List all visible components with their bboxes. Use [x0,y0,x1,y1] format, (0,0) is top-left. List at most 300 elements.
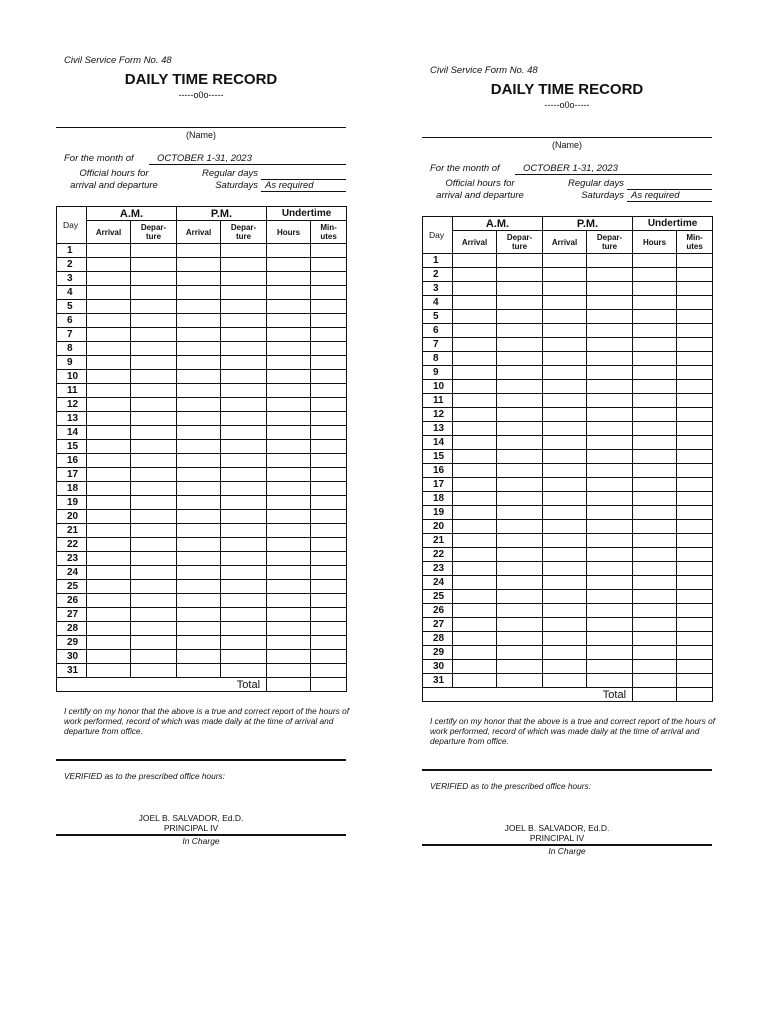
pm-arrival-cell[interactable] [543,646,587,660]
pm-departure-cell[interactable] [221,482,267,496]
total-minutes-cell[interactable] [677,688,713,702]
pm-arrival-cell[interactable] [543,534,587,548]
am-departure-cell[interactable] [497,282,543,296]
am-departure-cell[interactable] [131,454,177,468]
am-departure-cell[interactable] [497,338,543,352]
am-departure-cell[interactable] [131,272,177,286]
pm-departure-cell[interactable] [221,426,267,440]
pm-departure-cell[interactable] [587,268,633,282]
am-arrival-cell[interactable] [453,520,497,534]
am-arrival-cell[interactable] [453,296,497,310]
undertime-minutes-cell[interactable] [677,604,713,618]
undertime-minutes-cell[interactable] [311,482,347,496]
am-arrival-cell[interactable] [453,268,497,282]
am-arrival-cell[interactable] [87,622,131,636]
pm-departure-cell[interactable] [221,286,267,300]
pm-arrival-cell[interactable] [177,244,221,258]
pm-arrival-cell[interactable] [543,366,587,380]
pm-arrival-cell[interactable] [177,342,221,356]
am-departure-cell[interactable] [497,366,543,380]
pm-departure-cell[interactable] [587,464,633,478]
am-departure-cell[interactable] [131,580,177,594]
am-arrival-cell[interactable] [87,552,131,566]
pm-departure-cell[interactable] [221,328,267,342]
am-departure-cell[interactable] [497,632,543,646]
undertime-minutes-cell[interactable] [311,356,347,370]
pm-arrival-cell[interactable] [543,576,587,590]
am-departure-cell[interactable] [131,314,177,328]
am-arrival-cell[interactable] [453,394,497,408]
am-departure-cell[interactable] [497,436,543,450]
undertime-minutes-cell[interactable] [311,622,347,636]
pm-arrival-cell[interactable] [177,636,221,650]
undertime-hours-cell[interactable] [267,300,311,314]
undertime-minutes-cell[interactable] [677,296,713,310]
pm-arrival-cell[interactable] [543,352,587,366]
am-departure-cell[interactable] [497,660,543,674]
undertime-hours-cell[interactable] [633,506,677,520]
pm-departure-cell[interactable] [587,506,633,520]
pm-departure-cell[interactable] [587,478,633,492]
am-arrival-cell[interactable] [453,366,497,380]
am-arrival-cell[interactable] [87,454,131,468]
pm-arrival-cell[interactable] [177,510,221,524]
undertime-minutes-cell[interactable] [311,580,347,594]
pm-departure-cell[interactable] [221,552,267,566]
pm-arrival-cell[interactable] [177,468,221,482]
undertime-hours-cell[interactable] [633,478,677,492]
pm-arrival-cell[interactable] [543,268,587,282]
pm-departure-cell[interactable] [221,608,267,622]
pm-arrival-cell[interactable] [177,300,221,314]
am-arrival-cell[interactable] [453,422,497,436]
undertime-minutes-cell[interactable] [677,548,713,562]
undertime-hours-cell[interactable] [267,496,311,510]
pm-arrival-cell[interactable] [543,520,587,534]
undertime-minutes-cell[interactable] [311,552,347,566]
am-departure-cell[interactable] [497,464,543,478]
pm-departure-cell[interactable] [221,244,267,258]
pm-departure-cell[interactable] [587,492,633,506]
undertime-minutes-cell[interactable] [677,506,713,520]
pm-arrival-cell[interactable] [177,454,221,468]
undertime-minutes-cell[interactable] [677,520,713,534]
undertime-minutes-cell[interactable] [311,664,347,678]
pm-departure-cell[interactable] [221,440,267,454]
pm-arrival-cell[interactable] [543,548,587,562]
am-arrival-cell[interactable] [87,440,131,454]
am-departure-cell[interactable] [497,268,543,282]
undertime-hours-cell[interactable] [267,384,311,398]
undertime-minutes-cell[interactable] [311,384,347,398]
undertime-hours-cell[interactable] [267,552,311,566]
undertime-minutes-cell[interactable] [677,632,713,646]
pm-departure-cell[interactable] [587,282,633,296]
undertime-hours-cell[interactable] [267,342,311,356]
pm-arrival-cell[interactable] [543,282,587,296]
undertime-minutes-cell[interactable] [677,422,713,436]
undertime-hours-cell[interactable] [633,394,677,408]
undertime-hours-cell[interactable] [267,482,311,496]
am-arrival-cell[interactable] [453,380,497,394]
am-arrival-cell[interactable] [87,328,131,342]
undertime-minutes-cell[interactable] [311,566,347,580]
am-departure-cell[interactable] [131,468,177,482]
pm-arrival-cell[interactable] [543,324,587,338]
am-arrival-cell[interactable] [453,254,497,268]
undertime-hours-cell[interactable] [267,314,311,328]
am-arrival-cell[interactable] [87,566,131,580]
am-departure-cell[interactable] [497,506,543,520]
pm-departure-cell[interactable] [221,664,267,678]
undertime-minutes-cell[interactable] [311,650,347,664]
name-field-line[interactable] [422,137,712,138]
undertime-hours-cell[interactable] [633,324,677,338]
am-arrival-cell[interactable] [453,548,497,562]
pm-arrival-cell[interactable] [177,622,221,636]
pm-departure-cell[interactable] [221,314,267,328]
pm-departure-cell[interactable] [587,548,633,562]
am-arrival-cell[interactable] [453,506,497,520]
am-departure-cell[interactable] [131,286,177,300]
undertime-minutes-cell[interactable] [677,338,713,352]
am-arrival-cell[interactable] [453,436,497,450]
pm-departure-cell[interactable] [221,398,267,412]
undertime-minutes-cell[interactable] [311,286,347,300]
undertime-hours-cell[interactable] [633,296,677,310]
undertime-hours-cell[interactable] [267,468,311,482]
undertime-hours-cell[interactable] [633,548,677,562]
pm-arrival-cell[interactable] [543,254,587,268]
am-arrival-cell[interactable] [87,412,131,426]
am-arrival-cell[interactable] [453,604,497,618]
pm-arrival-cell[interactable] [177,552,221,566]
am-departure-cell[interactable] [131,398,177,412]
pm-departure-cell[interactable] [221,272,267,286]
undertime-minutes-cell[interactable] [677,660,713,674]
pm-arrival-cell[interactable] [177,608,221,622]
pm-arrival-cell[interactable] [543,408,587,422]
am-departure-cell[interactable] [497,450,543,464]
undertime-minutes-cell[interactable] [311,608,347,622]
undertime-minutes-cell[interactable] [677,576,713,590]
am-departure-cell[interactable] [497,492,543,506]
am-arrival-cell[interactable] [453,324,497,338]
am-arrival-cell[interactable] [453,660,497,674]
undertime-minutes-cell[interactable] [677,366,713,380]
am-departure-cell[interactable] [497,394,543,408]
undertime-hours-cell[interactable] [633,520,677,534]
undertime-minutes-cell[interactable] [677,492,713,506]
pm-arrival-cell[interactable] [177,356,221,370]
pm-arrival-cell[interactable] [543,296,587,310]
undertime-minutes-cell[interactable] [311,594,347,608]
undertime-minutes-cell[interactable] [311,314,347,328]
am-arrival-cell[interactable] [87,650,131,664]
undertime-hours-cell[interactable] [633,366,677,380]
pm-departure-cell[interactable] [221,622,267,636]
pm-arrival-cell[interactable] [543,338,587,352]
am-arrival-cell[interactable] [453,632,497,646]
am-departure-cell[interactable] [497,520,543,534]
undertime-hours-cell[interactable] [633,674,677,688]
undertime-hours-cell[interactable] [633,632,677,646]
undertime-minutes-cell[interactable] [677,562,713,576]
am-departure-cell[interactable] [131,412,177,426]
am-departure-cell[interactable] [131,356,177,370]
pm-departure-cell[interactable] [587,632,633,646]
am-arrival-cell[interactable] [453,310,497,324]
undertime-hours-cell[interactable] [633,282,677,296]
undertime-minutes-cell[interactable] [311,398,347,412]
am-arrival-cell[interactable] [453,478,497,492]
undertime-hours-cell[interactable] [267,454,311,468]
pm-departure-cell[interactable] [587,422,633,436]
am-departure-cell[interactable] [131,482,177,496]
undertime-hours-cell[interactable] [267,272,311,286]
am-arrival-cell[interactable] [87,664,131,678]
pm-arrival-cell[interactable] [177,524,221,538]
undertime-minutes-cell[interactable] [311,538,347,552]
undertime-minutes-cell[interactable] [677,394,713,408]
undertime-minutes-cell[interactable] [677,310,713,324]
pm-arrival-cell[interactable] [543,478,587,492]
pm-arrival-cell[interactable] [543,632,587,646]
am-arrival-cell[interactable] [87,510,131,524]
am-departure-cell[interactable] [497,296,543,310]
pm-arrival-cell[interactable] [543,506,587,520]
am-departure-cell[interactable] [497,548,543,562]
am-departure-cell[interactable] [497,576,543,590]
am-departure-cell[interactable] [131,608,177,622]
pm-arrival-cell[interactable] [177,650,221,664]
name-field-line[interactable] [56,127,346,128]
pm-departure-cell[interactable] [587,366,633,380]
pm-departure-cell[interactable] [587,590,633,604]
undertime-hours-cell[interactable] [267,426,311,440]
am-arrival-cell[interactable] [453,352,497,366]
am-arrival-cell[interactable] [453,590,497,604]
pm-arrival-cell[interactable] [543,618,587,632]
undertime-minutes-cell[interactable] [677,450,713,464]
undertime-minutes-cell[interactable] [677,674,713,688]
am-arrival-cell[interactable] [87,370,131,384]
am-arrival-cell[interactable] [453,576,497,590]
am-departure-cell[interactable] [497,618,543,632]
undertime-minutes-cell[interactable] [677,646,713,660]
pm-departure-cell[interactable] [221,356,267,370]
am-arrival-cell[interactable] [87,538,131,552]
undertime-minutes-cell[interactable] [311,524,347,538]
am-departure-cell[interactable] [131,636,177,650]
pm-departure-cell[interactable] [587,254,633,268]
undertime-hours-cell[interactable] [267,356,311,370]
am-arrival-cell[interactable] [453,618,497,632]
pm-departure-cell[interactable] [587,394,633,408]
undertime-hours-cell[interactable] [633,576,677,590]
pm-arrival-cell[interactable] [543,590,587,604]
pm-arrival-cell[interactable] [543,380,587,394]
total-hours-cell[interactable] [633,688,677,702]
pm-departure-cell[interactable] [587,604,633,618]
pm-departure-cell[interactable] [221,566,267,580]
undertime-hours-cell[interactable] [267,258,311,272]
pm-arrival-cell[interactable] [177,412,221,426]
pm-arrival-cell[interactable] [543,310,587,324]
undertime-hours-cell[interactable] [633,660,677,674]
pm-departure-cell[interactable] [587,450,633,464]
undertime-minutes-cell[interactable] [677,352,713,366]
pm-departure-cell[interactable] [587,618,633,632]
pm-departure-cell[interactable] [221,496,267,510]
undertime-hours-cell[interactable] [633,618,677,632]
pm-arrival-cell[interactable] [543,464,587,478]
pm-departure-cell[interactable] [587,674,633,688]
pm-departure-cell[interactable] [587,520,633,534]
am-arrival-cell[interactable] [87,524,131,538]
am-arrival-cell[interactable] [453,492,497,506]
am-departure-cell[interactable] [497,604,543,618]
pm-departure-cell[interactable] [587,562,633,576]
pm-departure-cell[interactable] [587,660,633,674]
am-departure-cell[interactable] [131,538,177,552]
pm-departure-cell[interactable] [221,650,267,664]
am-departure-cell[interactable] [131,342,177,356]
undertime-hours-cell[interactable] [267,566,311,580]
am-departure-cell[interactable] [497,478,543,492]
undertime-hours-cell[interactable] [267,510,311,524]
undertime-hours-cell[interactable] [267,622,311,636]
undertime-minutes-cell[interactable] [311,412,347,426]
pm-departure-cell[interactable] [221,412,267,426]
undertime-minutes-cell[interactable] [311,636,347,650]
undertime-minutes-cell[interactable] [311,426,347,440]
am-departure-cell[interactable] [497,534,543,548]
am-departure-cell[interactable] [497,674,543,688]
am-arrival-cell[interactable] [453,450,497,464]
am-arrival-cell[interactable] [87,636,131,650]
pm-arrival-cell[interactable] [177,440,221,454]
undertime-hours-cell[interactable] [267,538,311,552]
undertime-minutes-cell[interactable] [677,408,713,422]
undertime-minutes-cell[interactable] [311,342,347,356]
pm-arrival-cell[interactable] [543,394,587,408]
undertime-minutes-cell[interactable] [677,534,713,548]
pm-departure-cell[interactable] [587,534,633,548]
undertime-hours-cell[interactable] [633,338,677,352]
pm-arrival-cell[interactable] [543,422,587,436]
undertime-minutes-cell[interactable] [677,478,713,492]
undertime-minutes-cell[interactable] [311,300,347,314]
pm-arrival-cell[interactable] [543,562,587,576]
am-arrival-cell[interactable] [87,384,131,398]
undertime-minutes-cell[interactable] [677,324,713,338]
pm-arrival-cell[interactable] [177,482,221,496]
undertime-minutes-cell[interactable] [677,590,713,604]
pm-departure-cell[interactable] [221,538,267,552]
undertime-hours-cell[interactable] [633,604,677,618]
undertime-minutes-cell[interactable] [311,468,347,482]
pm-arrival-cell[interactable] [177,426,221,440]
am-arrival-cell[interactable] [453,338,497,352]
undertime-hours-cell[interactable] [633,254,677,268]
undertime-minutes-cell[interactable] [311,328,347,342]
undertime-minutes-cell[interactable] [677,268,713,282]
am-departure-cell[interactable] [131,566,177,580]
undertime-minutes-cell[interactable] [311,440,347,454]
am-arrival-cell[interactable] [87,258,131,272]
undertime-hours-cell[interactable] [633,464,677,478]
am-departure-cell[interactable] [131,258,177,272]
undertime-minutes-cell[interactable] [677,282,713,296]
pm-arrival-cell[interactable] [177,398,221,412]
pm-departure-cell[interactable] [221,468,267,482]
am-departure-cell[interactable] [497,324,543,338]
am-arrival-cell[interactable] [87,426,131,440]
undertime-minutes-cell[interactable] [677,464,713,478]
am-departure-cell[interactable] [497,380,543,394]
undertime-hours-cell[interactable] [267,594,311,608]
pm-departure-cell[interactable] [221,510,267,524]
am-departure-cell[interactable] [131,664,177,678]
undertime-hours-cell[interactable] [633,562,677,576]
am-arrival-cell[interactable] [87,300,131,314]
am-arrival-cell[interactable] [453,562,497,576]
am-arrival-cell[interactable] [87,580,131,594]
pm-departure-cell[interactable] [587,408,633,422]
pm-departure-cell[interactable] [221,342,267,356]
pm-arrival-cell[interactable] [543,450,587,464]
undertime-hours-cell[interactable] [633,534,677,548]
undertime-hours-cell[interactable] [267,664,311,678]
undertime-hours-cell[interactable] [633,492,677,506]
undertime-hours-cell[interactable] [267,440,311,454]
pm-arrival-cell[interactable] [543,674,587,688]
am-arrival-cell[interactable] [87,482,131,496]
pm-arrival-cell[interactable] [177,664,221,678]
undertime-hours-cell[interactable] [633,436,677,450]
pm-departure-cell[interactable] [587,646,633,660]
pm-arrival-cell[interactable] [177,328,221,342]
pm-departure-cell[interactable] [221,300,267,314]
employee-signature-line[interactable] [56,759,346,761]
pm-departure-cell[interactable] [221,370,267,384]
am-departure-cell[interactable] [497,562,543,576]
pm-arrival-cell[interactable] [543,492,587,506]
undertime-minutes-cell[interactable] [677,380,713,394]
am-arrival-cell[interactable] [87,272,131,286]
pm-departure-cell[interactable] [587,380,633,394]
am-departure-cell[interactable] [131,524,177,538]
pm-departure-cell[interactable] [587,296,633,310]
undertime-hours-cell[interactable] [633,380,677,394]
undertime-hours-cell[interactable] [633,422,677,436]
am-arrival-cell[interactable] [87,314,131,328]
am-arrival-cell[interactable] [453,534,497,548]
am-departure-cell[interactable] [131,300,177,314]
pm-arrival-cell[interactable] [177,384,221,398]
pm-departure-cell[interactable] [587,324,633,338]
am-arrival-cell[interactable] [87,398,131,412]
undertime-hours-cell[interactable] [267,412,311,426]
am-departure-cell[interactable] [497,646,543,660]
am-arrival-cell[interactable] [453,464,497,478]
am-arrival-cell[interactable] [87,496,131,510]
pm-arrival-cell[interactable] [177,370,221,384]
pm-departure-cell[interactable] [221,258,267,272]
am-departure-cell[interactable] [131,384,177,398]
undertime-hours-cell[interactable] [633,590,677,604]
